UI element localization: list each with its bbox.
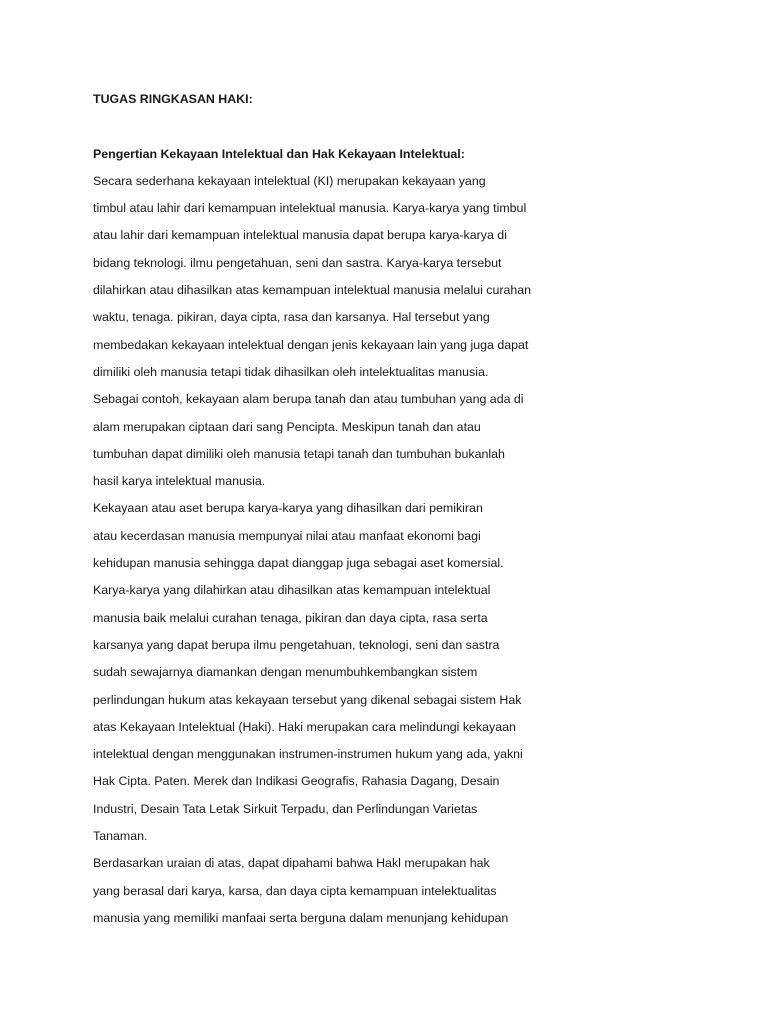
text-line: kehidupan manusia sehingga dapat dianggap juga sebagai aset komersial. [93,556,504,571]
text-line: karsanya yang dapat berupa ilmu pengetahuan, teknologi, seni dan sastra [93,637,500,652]
blank-line [93,113,573,140]
text-line: hasil karya intelektual manusia. [93,474,266,489]
text-line: Secara sederhana kekayaan intelektual (KI) merupakan kekayaan yang [93,173,486,188]
text-line: tumbuhan dapat dimiliki oleh manusia tetapi tanah dan tumbuhan bukanlah [93,446,505,461]
text-line: waktu, tenaga. pikiran, daya cipta, rasa dan karsanya. Hal tersebut yang [93,310,490,325]
text-line: manusia yang memiliki manfaai serta berguna dalam menunjang kehidupan [93,910,509,925]
text-line: perlindungan hukum atas kekayaan tersebut yang dikenal sebagai sistem Hak [93,692,522,707]
text-line: Sebagai contoh, kekayaan alam berupa tanah dan atau tumbuhan yang ada di [93,392,524,407]
section-heading: Pengertian Kekayaan Intelektual dan Hak Kekayaan Intelektual: [93,146,465,161]
text-line: atau kecerdasan manusia mempunyai nilai atau manfaat ekonomi bagi [93,528,481,543]
text-line: manusia baik melalui curahan tenaga, pikiran dan daya cipta, rasa serta [93,610,488,625]
text-line: membedakan kekayaan intelektual dengan jenis kekayaan lain yang juga dapat [93,337,529,352]
text-line: sudah sewajarnya diamankan dengan menumbuhkembangkan sistem [93,665,478,680]
text-line: Hak Cipta. Paten. Merek dan Indikasi Geografis, Rahasia Dagang, Desain [93,774,500,789]
text-line: timbul atau lahir dari kemampuan intelektual manusia. Karya-karya yang timbul [93,201,527,216]
document-title: TUGAS RINGKASAN HAKI: [93,92,253,106]
text-line: Berdasarkan uraian di atas, dapat dipahami bahwa Hakl merupakan hak [93,856,490,871]
paragraph-lines [93,168,573,932]
text-line: dilahirkan atau dihasilkan atas kemampuan intelektual manusia melalui curahan [93,283,532,298]
text-line: yang berasal dari karya, karsa, dan daya cipta kemampuan intelektualitas [93,883,497,898]
text-line: Karya-karya yang dilahirkan atau dihasilkan atas kemampuan intelektual [93,583,491,598]
text-line: atas Kekayaan Intelektual (Haki). Haki merupakan cara melindungi kekayaan [93,719,516,734]
text-line: Industri, Desain Tata Letak Sirkuit Terpadu, dan Perlindungan Varietas [93,801,478,816]
text-line: Kekayaan atau aset berupa karya-karya yang dihasilkan dari pemikiran [93,501,483,516]
text-line: Tanaman. [93,829,148,844]
text-line: alam merupakan ciptaan dari sang Pencipta. Meskipun tanah dan atau [93,419,481,434]
document-body [93,86,573,932]
text-line: intelektual dengan menggunakan instrumen-instrumen hukum yang ada, yakni [93,747,523,762]
text-line: dimiliki oleh manusia tetapi tidak dihasilkan oleh intelektualitas manusia. [93,364,489,379]
text-line: bidang teknologi. ilmu pengetahuan, seni dan sastra. Karya-karya tersebut [93,255,502,270]
text-line: atau lahir dari kemampuan intelektual manusia dapat berupa karya-karya di [93,228,507,243]
